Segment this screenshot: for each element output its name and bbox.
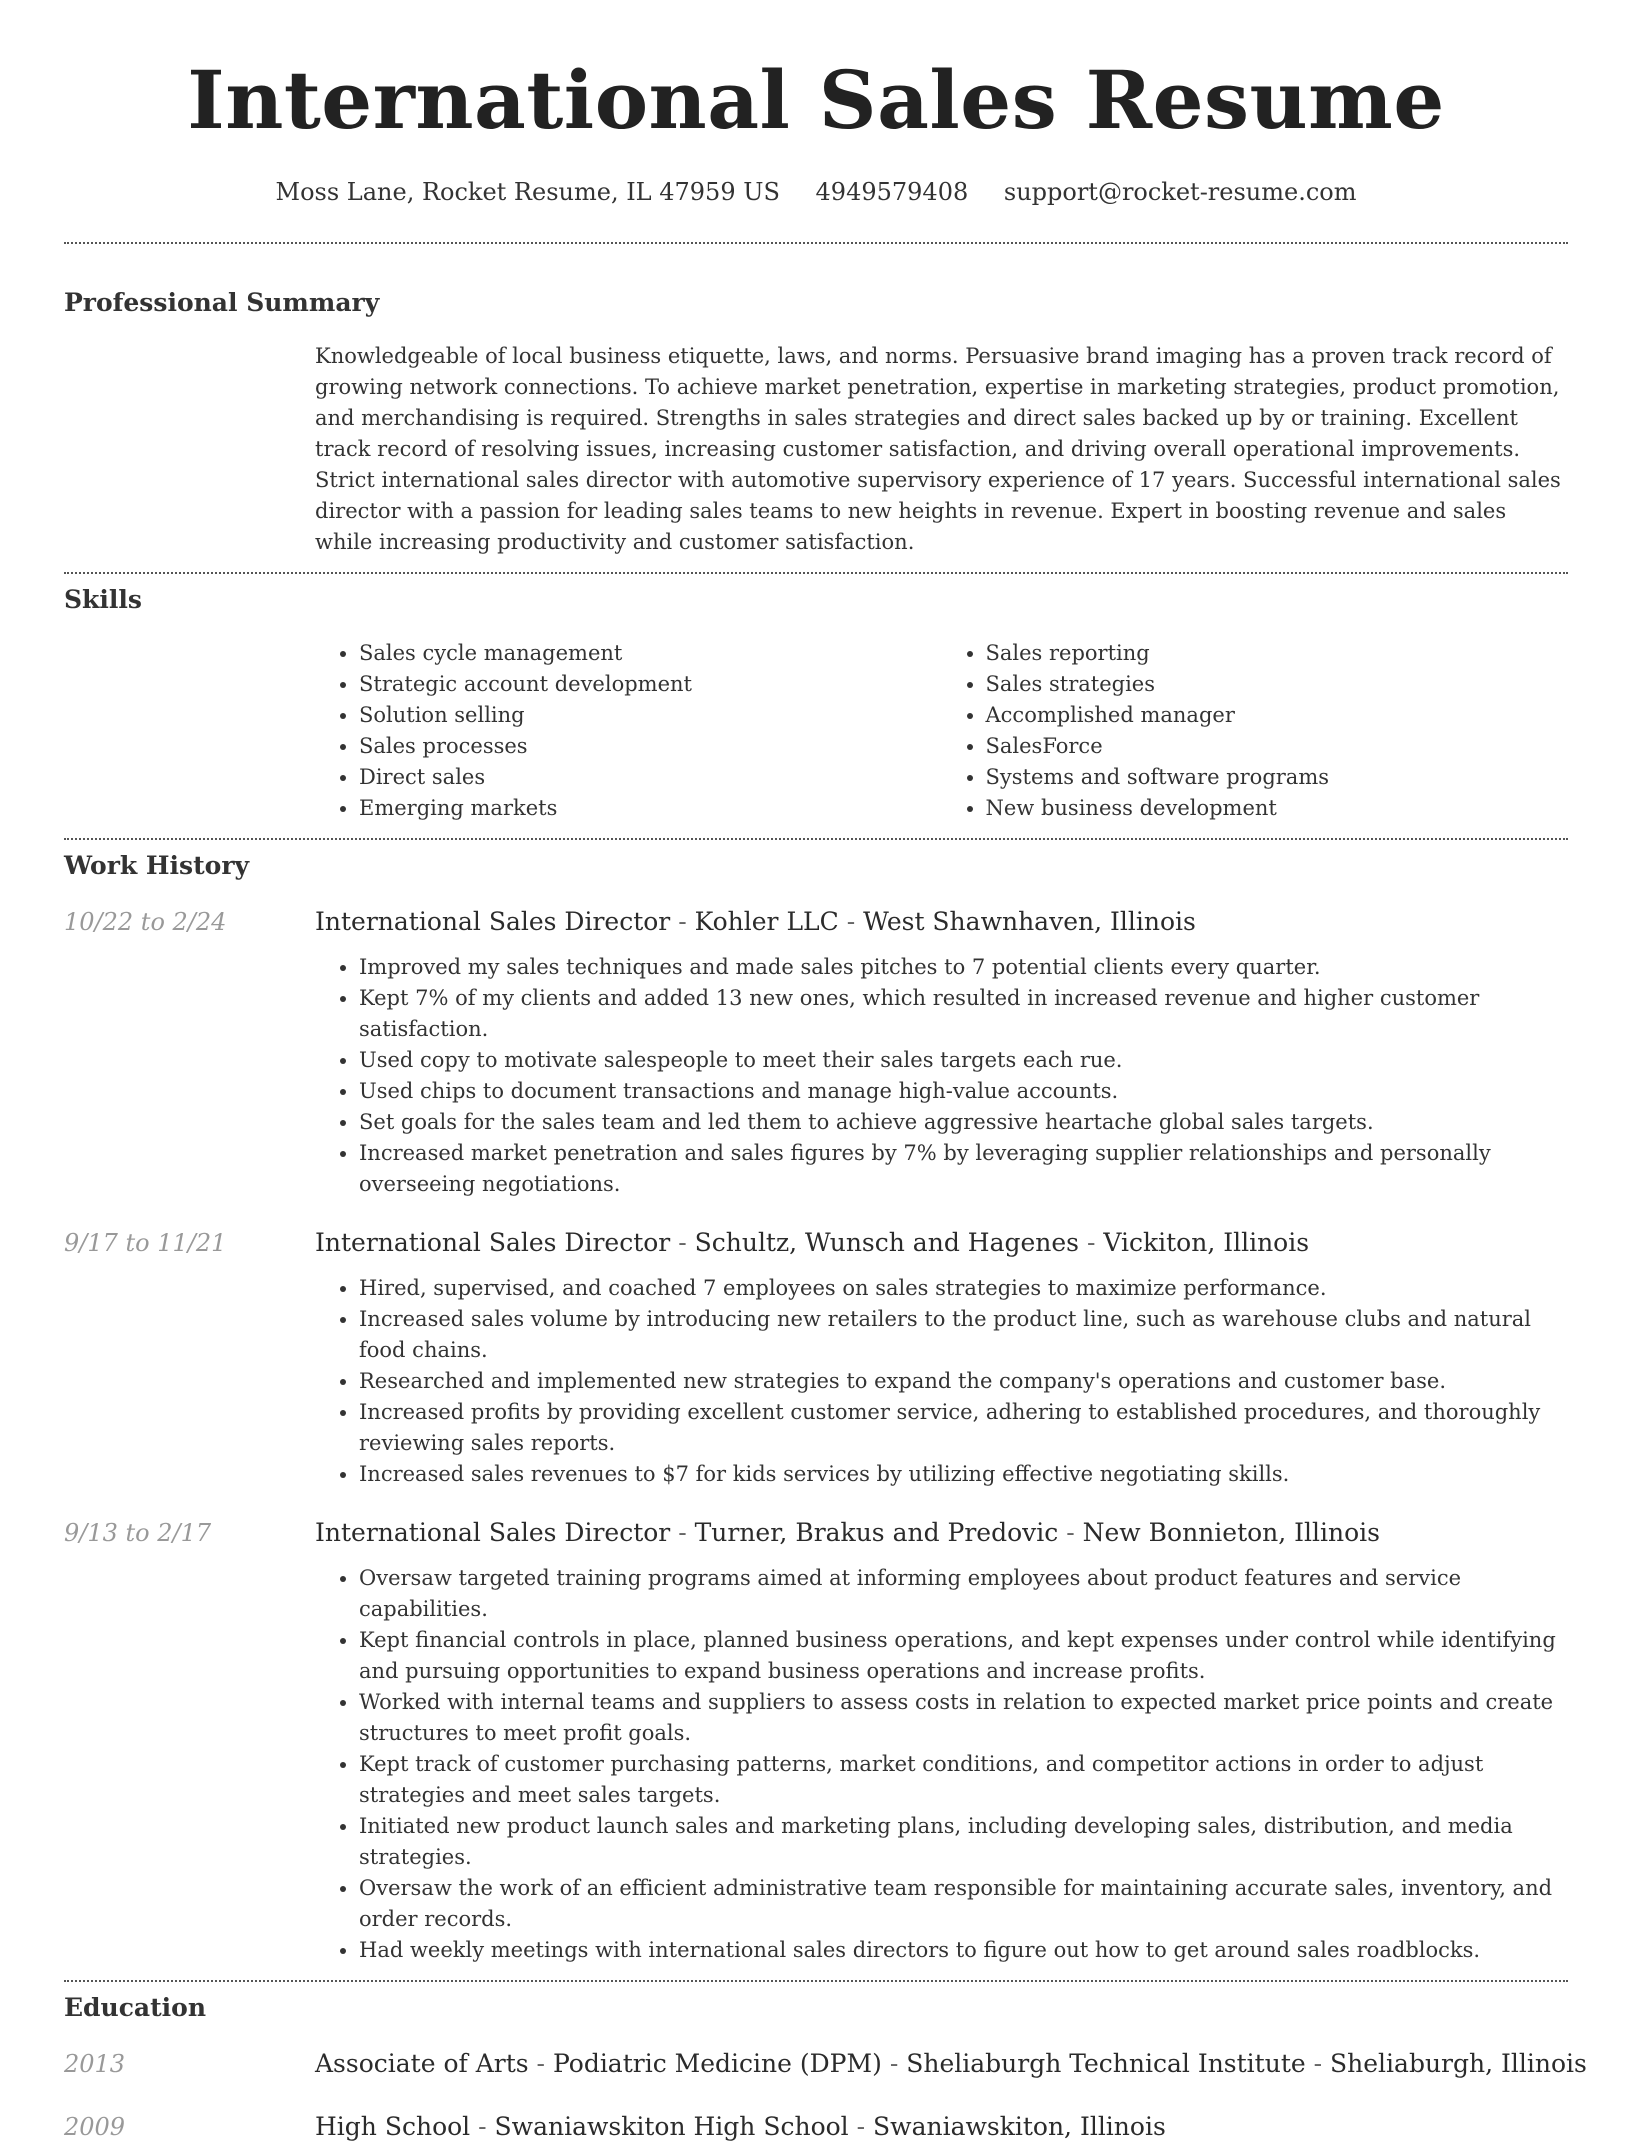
job-location: New Bonnieton, Illinois xyxy=(1082,1518,1381,1547)
separator: - xyxy=(678,1228,687,1257)
job-bullet: • Initiated new product launch sales and marketing plans, including developing sales, distribution, and media strategies. xyxy=(359,1811,1568,1873)
education-entry xyxy=(64,2112,1568,2141)
job-entry xyxy=(64,907,1568,1200)
separator: - xyxy=(678,907,687,936)
job-bullet: • Set goals for the sales team and led them to achieve aggressive heartache global sales targets. xyxy=(359,1107,1568,1138)
education-field: Podiatric Medicine (DPM) xyxy=(552,2049,882,2078)
separator: - xyxy=(1066,1518,1075,1547)
separator: - xyxy=(856,2112,866,2141)
skills-columns xyxy=(315,638,1568,824)
job-bullet: • Researched and implemented new strategies to expand the company's operations and customer base. xyxy=(359,1366,1568,1397)
phone: 4949579408 xyxy=(815,178,969,206)
separator: - xyxy=(889,2049,899,2078)
job-bullet: • Kept track of customer purchasing patterns, market conditions, and competitor actions in order to adjust strategies and meet sales targets. xyxy=(359,1749,1568,1811)
section-title-work: Work History xyxy=(64,851,250,880)
skill-item: • Systems and software programs xyxy=(986,762,1569,793)
job-bullet: • Worked with internal teams and suppliers to assess costs in relation to expected market price points and create structures to meet profit goals. xyxy=(359,1687,1568,1749)
section-title-education: Education xyxy=(64,1993,207,2022)
job-location: West Shawnhaven, Illinois xyxy=(863,907,1196,936)
education-location: Sheliaburgh, Illinois xyxy=(1330,2049,1587,2078)
skill-item: • Accomplished manager xyxy=(986,700,1569,731)
separator: - xyxy=(678,1518,687,1547)
skill-item: • Sales processes xyxy=(359,731,942,762)
job-bullet: • Oversaw the work of an efficient administrative team responsible for maintaining accurate sales, inventory, and order records. xyxy=(359,1873,1568,1935)
job-company: Schultz, Wunsch and Hagenes xyxy=(694,1228,1079,1257)
section-title-summary: Professional Summary xyxy=(64,288,380,317)
job-bullet: • Increased profits by providing excellent customer service, adhering to established procedures, and thoroughly reviewing sales reports. xyxy=(359,1397,1568,1459)
skill-item: • Solution selling xyxy=(359,700,942,731)
job-bullets xyxy=(315,1273,1568,1490)
job-bullet: • Used copy to motivate salespeople to meet their sales targets each rue. xyxy=(359,1045,1568,1076)
resume-name: International Sales Resume xyxy=(187,53,1445,147)
divider xyxy=(64,1980,1568,1982)
job-bullet: • Kept financial controls in place, planned business operations, and kept expenses under control while identifying and pursuing opportunities to expand business operations and increase profits. xyxy=(359,1625,1568,1687)
job-company: Turner, Brakus and Predovic xyxy=(694,1518,1059,1547)
job-role: International Sales Director xyxy=(315,1228,671,1257)
email: support@rocket-resume.com xyxy=(1003,178,1357,206)
job-company: Kohler LLC xyxy=(694,907,839,936)
separator: - xyxy=(536,2049,545,2078)
section-title-skills: Skills xyxy=(64,585,142,614)
separator: - xyxy=(478,2112,487,2141)
job-bullet: • Improved my sales techniques and made sales pitches to 7 potential clients every quarter. xyxy=(359,952,1568,983)
job-bullet: • Used chips to document transactions and manage high-value accounts. xyxy=(359,1076,1568,1107)
education-section xyxy=(64,1993,1587,2141)
job-bullet: • Increased sales revenues to $7 for kids services by utilizing effective negotiating skills. xyxy=(359,1459,1568,1490)
separator: - xyxy=(1086,1228,1096,1257)
job-header xyxy=(64,1518,1568,1547)
education-title xyxy=(315,2112,1166,2141)
skills-section xyxy=(64,585,1568,824)
address: Moss Lane, Rocket Resume, IL 47959 US xyxy=(275,178,780,206)
skill-item: • Emerging markets xyxy=(359,793,942,824)
education-school: Sheliaburgh Technical Institute xyxy=(906,2049,1306,2078)
job-dates: 9/17 to 11/21 xyxy=(64,1229,227,1257)
education-degree: Associate of Arts xyxy=(315,2049,529,2078)
skill-item: • Sales reporting xyxy=(986,638,1569,669)
skills-list-left xyxy=(315,638,942,824)
job-bullet: • Increased market penetration and sales figures by 7% by leveraging supplier relationships and personally overseeing negotiations. xyxy=(359,1138,1568,1200)
job-entry xyxy=(64,1518,1568,1966)
education-entry xyxy=(64,2049,1587,2078)
skill-item: • Sales cycle management xyxy=(359,638,942,669)
contact-line xyxy=(64,178,1568,206)
divider xyxy=(64,838,1568,840)
job-title xyxy=(315,907,1196,936)
job-title xyxy=(315,1518,1380,1547)
job-bullets xyxy=(315,1563,1568,1966)
job-role: International Sales Director xyxy=(315,907,671,936)
job-header xyxy=(64,1228,1568,1257)
job-role: International Sales Director xyxy=(315,1518,671,1547)
summary-text: Knowledgeable of local business etiquette, laws, and norms. Persuasive brand imaging has a proven track record of growing network connections. To achieve market penetration, expertise in marketing strategies, product promotion, and merchandising is required. Strengths in sales strategies and direct sales backed up by or training. Excellent track record of resolving issues, increasing customer satisfaction, and driving overall operational improvements. Strict international sales director with automotive supervisory experience of 17 years. Successful international sales director with a passion for leading sales teams to new heights in revenue. Expert in boosting revenue and sales while increasing productivity and customer satisfaction. xyxy=(315,344,1561,554)
job-bullet: • Had weekly meetings with international sales directors to figure out how to get around sales roadblocks. xyxy=(359,1935,1568,1966)
education-title xyxy=(315,2049,1587,2078)
skill-item: • SalesForce xyxy=(986,731,1569,762)
divider xyxy=(64,242,1568,244)
skill-item: • New business development xyxy=(986,793,1569,824)
job-bullet: • Hired, supervised, and coached 7 employees on sales strategies to maximize performance. xyxy=(359,1273,1568,1304)
skills-list-right xyxy=(942,638,1569,824)
skill-item: • Strategic account development xyxy=(359,669,942,700)
job-dates: 9/13 to 2/17 xyxy=(64,1519,212,1547)
job-header xyxy=(64,907,1568,936)
work-section xyxy=(64,851,1568,1966)
education-location: Swaniawskiton, Illinois xyxy=(873,2112,1166,2141)
skill-item: • Direct sales xyxy=(359,762,942,793)
separator: - xyxy=(846,907,856,936)
job-title xyxy=(315,1228,1309,1257)
job-bullet: • Oversaw targeted training programs aimed at informing employees about product features and service capabilities. xyxy=(359,1563,1568,1625)
job-entry xyxy=(64,1228,1568,1490)
summary-section xyxy=(64,288,1568,558)
education-school: Swaniawskiton High School xyxy=(494,2112,849,2141)
divider xyxy=(64,572,1568,574)
skill-item: • Sales strategies xyxy=(986,669,1569,700)
education-year: 2009 xyxy=(64,2113,126,2141)
job-location: Vickiton, Illinois xyxy=(1103,1228,1310,1257)
job-bullet: • Increased sales volume by introducing new retailers to the product line, such as warehouse clubs and natural food chains. xyxy=(359,1304,1568,1366)
job-bullet: • Kept 7% of my clients and added 13 new ones, which resulted in increased revenue and higher customer satisfaction. xyxy=(359,983,1568,1045)
job-bullets xyxy=(315,952,1568,1200)
job-dates: 10/22 to 2/24 xyxy=(64,908,227,936)
education-year: 2013 xyxy=(64,2050,126,2078)
education-degree: High School xyxy=(315,2112,471,2141)
separator: - xyxy=(1313,2049,1323,2078)
